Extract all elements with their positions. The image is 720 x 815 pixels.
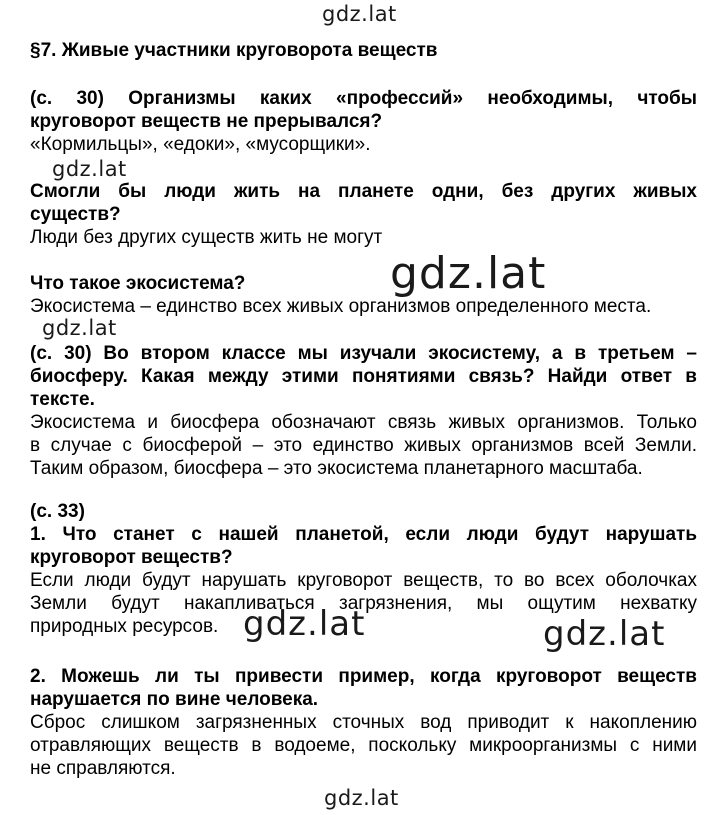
- answer-line: Экосистема – единство всех живых организмов определенного места.: [30, 296, 652, 317]
- answer-line: природных ресурсов.: [30, 616, 219, 637]
- answer-line: Таким образом, биосфера – это экосистема планетарного масштаба.: [30, 458, 643, 479]
- answer: [30, 411, 697, 480]
- question: [30, 180, 697, 226]
- answer: [30, 226, 697, 249]
- watermark-left-2: gdz.lat: [42, 316, 117, 340]
- question: [30, 87, 697, 133]
- qa-block-6: [30, 665, 697, 780]
- question-line: круговорот веществ не прерывался?: [30, 111, 383, 132]
- answer: [30, 569, 697, 638]
- watermark-mid-right: gdz.lat: [543, 614, 666, 654]
- page-heading: §7. Живые участники круговорота веществ: [30, 40, 438, 61]
- answer-line: Земли будут накапливаться загрязнения, мы ощутим нехватку: [30, 593, 697, 614]
- answer: [30, 295, 697, 318]
- watermark-top: gdz.lat: [322, 2, 397, 26]
- answer-line: отравляющих веществ в водоеме, поскольку микроорганизмы с ними: [30, 735, 697, 756]
- question: [30, 342, 697, 411]
- question-line: биосферу. Какая между этими понятиями связь? Найди ответ в: [30, 366, 697, 387]
- question: [30, 272, 697, 295]
- question-line: (с. 33): [30, 501, 85, 522]
- answer: [30, 133, 697, 156]
- question-line: (с. 30) Во втором классе мы изучали экосистему, а в третьем –: [30, 343, 697, 364]
- answer-line: Люди без других существ жить не могут: [30, 227, 383, 248]
- question: [30, 500, 697, 569]
- answer-line: не справляются.: [30, 758, 176, 779]
- qa-block-3: [30, 272, 697, 318]
- qa-block-1: [30, 87, 697, 156]
- question-line: нарушается по вине человека.: [30, 689, 319, 710]
- answer-line: в случае с биосферой – это единство живых организмов всей Земли.: [30, 435, 697, 456]
- question-line: (с. 30) Организмы каких «профессий» необходимы, чтобы: [30, 88, 697, 109]
- question-line: Смогли бы люди жить на планете одни, без других живых: [30, 181, 697, 202]
- answer-line: Экосистема и биосфера обозначают связь живых организмов. Только: [30, 412, 697, 433]
- question: [30, 665, 697, 711]
- question-line: тексте.: [30, 389, 95, 410]
- answer: [30, 711, 697, 780]
- question-line: Что такое экосистема?: [30, 273, 246, 294]
- question-line: 2. Можешь ли ты привести пример, когда круговорот веществ: [30, 666, 697, 687]
- question-line: 1. Что станет с нашей планетой, если люди будут нарушать: [30, 524, 697, 545]
- watermark-bottom: gdz.lat: [324, 786, 399, 810]
- watermark-center: gdz.lat: [390, 248, 547, 299]
- answer-line: «Кормильцы», «едоки», «мусорщики».: [30, 134, 371, 155]
- watermark-left-1: gdz.lat: [52, 157, 127, 181]
- qa-block-2: [30, 180, 697, 249]
- answer-line: Если люди будут нарушать круговорот веществ, то во всех оболочках: [30, 570, 697, 591]
- qa-block-4: [30, 342, 697, 480]
- answer-line: Сброс слишком загрязненных сточных вод приводит к накоплению: [30, 712, 697, 733]
- question-line: существ?: [30, 204, 121, 225]
- question-line: круговорот веществ?: [30, 547, 233, 568]
- qa-block-5: [30, 500, 697, 638]
- watermark-mid-left: gdz.lat: [243, 604, 366, 644]
